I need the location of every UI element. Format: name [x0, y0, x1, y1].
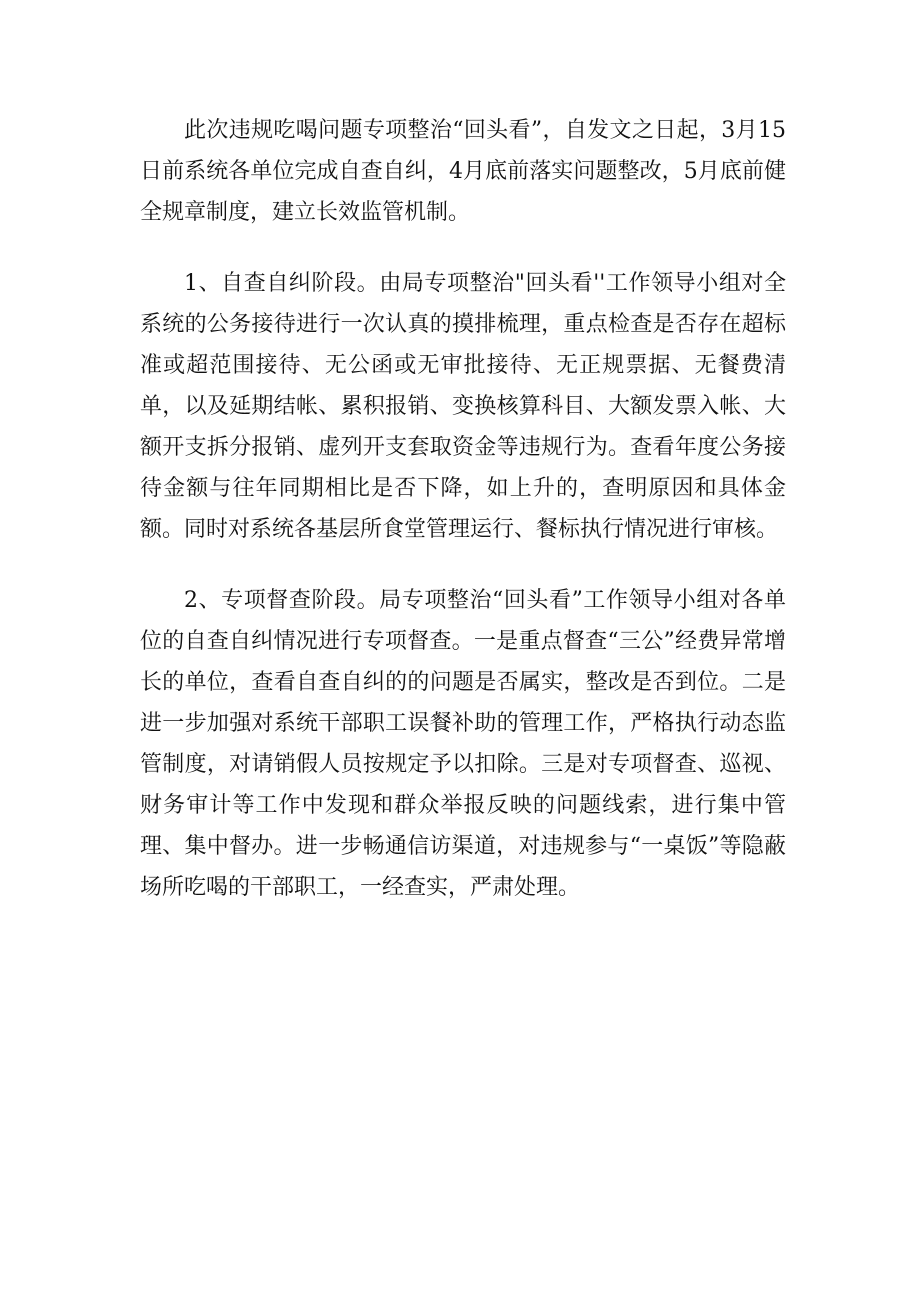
paragraph-special-supervision: 2、专项督查阶段。局专项整治“回头看”工作领导小组对各单位的自查自纠情况进行专项督查。一是重点督查“三公”经费异常增长的单位，查看自查自纠的的问题是否属实，整改是否到位。二是进一步加强对系统干部职工误餐补助的管理工作，严格执行动态监管制度，对请销假人员按规定予以扣除。三是对专项督查、巡视、财务审计等工作中发现和群众举报反映的问题线索，进行集中管理、集中督办。进一步畅通信访渠道，对违规参与“一桌饭”等隐蔽场所吃喝的干部职工，一经查实，严肃处理。	[140, 588, 786, 900]
paragraph-intro: 此次违规吃喝问题专项整治“回头看”，自发文之日起，3月15日前系统各单位完成自查自纠，4月底前落实问题整改，5月底前健全规章制度，建立长效监管机制。	[140, 118, 786, 225]
paragraph-self-inspection: 1、自查自纠阶段。由局专项整治"回头看''工作领导小组对全系统的公务接待进行一次认真的摸排梳理，重点检查是否存在超标准或超范围接待、无公函或无审批接待、无正规票据、无餐费清单，以及延期结帐、累积报销、变换核算科目、大额发票入帐、大额开支拆分报销、虚列开支套取资金等违规行为。查看年度公务接待金额与往年同期相比是否下降，如上升的，查明原因和具体金额。同时对系统各基层所食堂管理运行、餐标执行情况进行审核。	[140, 271, 786, 542]
document-body	[140, 110, 786, 938]
